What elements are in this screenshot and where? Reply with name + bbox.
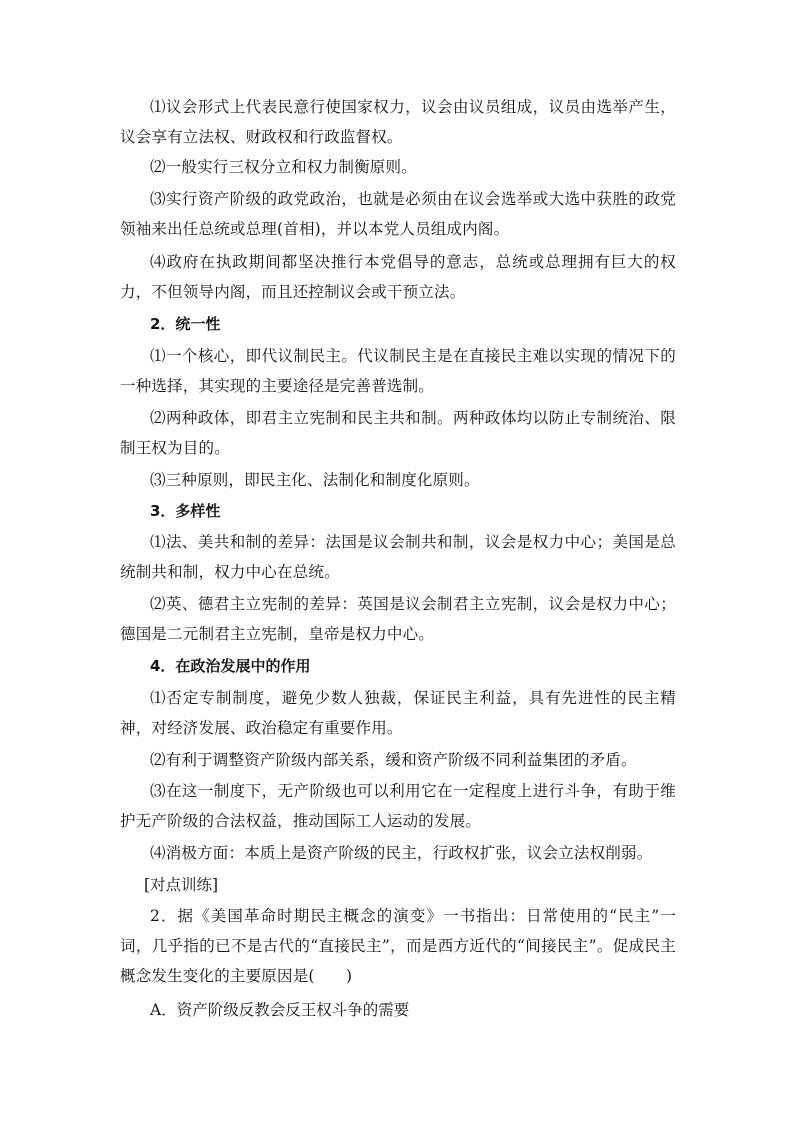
paragraph-4-1: ⑴否定专制制度，避免少数人独裁，保证民主利益，具有先进性的民主精神，对经济发展、政治稳定有重要作用。 [120, 689, 676, 737]
paragraph-4-4: ⑷消极方面：本质上是资产阶级的民主，行政权扩张，议会立法权削弱。 [150, 844, 653, 862]
heading-diversity: 3．多样性 [150, 502, 221, 520]
paragraph-1-4: ⑷政府在执政期间都坚决推行本党倡导的意志，总统或总理拥有巨大的权力，不但领导内阁，而且还控制议会或干预立法。 [120, 253, 676, 301]
heading-role: 4．在政治发展中的作用 [150, 657, 311, 675]
paragraph-4-2: ⑵有利于调整资产阶级内部关系，缓和资产阶级不同利益集团的矛盾。 [150, 751, 637, 769]
paragraph-3-2: ⑵英、德君主立宪制的差异：英国是议会制君主立宪制，议会是权力中心；德国是二元制君主立宪制，皇帝是权力中心。 [120, 595, 676, 643]
paragraph-1-1: ⑴议会形式上代表民意行使国家权力，议会由议员组成，议员由选举产生，议会享有立法权、财政权和行政监督权。 [120, 98, 676, 146]
practice-tag: [对点训练] [144, 876, 219, 894]
paragraph-3-1: ⑴法、美共和制的差异：法国是议会制共和制，议会是权力中心；美国是总统制共和制，权力中心在总统。 [120, 533, 676, 581]
practice-question: 2．据《美国革命时期民主概念的演变》一书指出：日常使用的“民主”一词，几乎指的已不是古代的“直接民主”，而是西方近代的“间接民主”。促成民主概念发生变化的主要原因是( ) [120, 907, 676, 985]
heading-unity: 2．统一性 [150, 315, 221, 333]
paragraph-4-3: ⑶在这一制度下，无产阶级也可以利用它在一定程度上进行斗争，有助于维护无产阶级的合法权益，推动国际工人运动的发展。 [120, 782, 676, 830]
paragraph-1-2: ⑵一般实行三权分立和权力制衡原则。 [150, 158, 417, 176]
paragraph-1-3: ⑶实行资产阶级的政党政治，也就是必须由在议会选举或大选中获胜的政党领袖来出任总统或总理(首相)，并以本党人员组成内阁。 [120, 190, 676, 238]
paragraph-2-1: ⑴一个核心，即代议制民主。代议制民主是在直接民主难以实现的情况下的一种选择，其实现的主要途径是完善普选制。 [120, 347, 676, 395]
option-a: A．资产阶级反教会反王权斗争的需要 [150, 1001, 410, 1019]
paragraph-2-3: ⑶三种原则，即民主化、法制化和制度化原则。 [150, 471, 480, 489]
paragraph-2-2: ⑵两种政体，即君主立宪制和民主共和制。两种政体均以防止专制统治、限制王权为目的。 [120, 409, 676, 457]
